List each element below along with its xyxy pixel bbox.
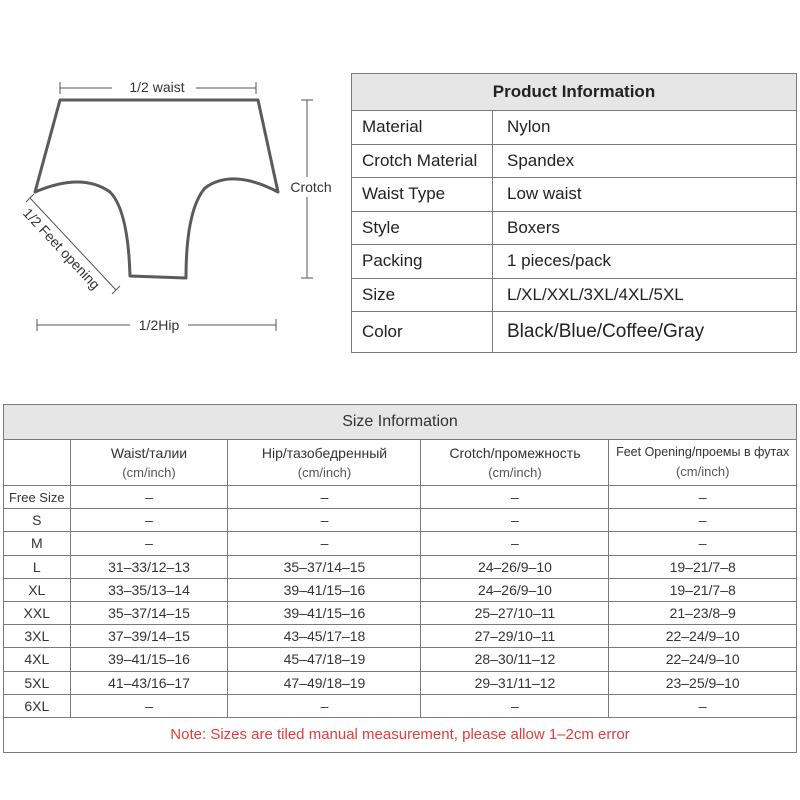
size-cell: –: [609, 532, 797, 555]
product-row: [352, 111, 797, 145]
size-label: 6XL: [4, 694, 71, 717]
size-cell: 22–24/9–10: [609, 648, 797, 671]
size-cell: –: [70, 509, 228, 532]
size-label: XL: [4, 578, 71, 601]
size-label: XXL: [4, 601, 71, 624]
size-label: 5XL: [4, 671, 71, 694]
size-cell: 21–23/8–9: [609, 601, 797, 624]
size-cell: 31–33/12–13: [70, 555, 228, 578]
size-table-body: [4, 486, 797, 718]
size-label: 3XL: [4, 625, 71, 648]
size-cell: 24–26/9–10: [421, 578, 609, 601]
column-header-feet-opening: Feet Opening/проемы в футах (cm/inch): [609, 440, 797, 486]
product-value: Low waist: [493, 178, 797, 212]
size-cell: –: [609, 694, 797, 717]
product-row: [352, 312, 797, 353]
size-cell: –: [70, 532, 228, 555]
product-key: Style: [352, 211, 493, 245]
product-key: Crotch Material: [352, 144, 493, 178]
product-value: Boxers: [493, 211, 797, 245]
size-cell: 47–49/18–19: [228, 671, 421, 694]
size-cell: 19–21/7–8: [609, 578, 797, 601]
product-information-table: [351, 73, 797, 353]
size-cell: 27–29/10–11: [421, 625, 609, 648]
feet-opening-dimension: [26, 194, 120, 294]
table-row: [4, 648, 797, 671]
size-cell: –: [228, 694, 421, 717]
product-key: Packing: [352, 245, 493, 279]
table-row: [4, 671, 797, 694]
size-cell: 39–41/15–16: [228, 601, 421, 624]
size-cell: 37–39/14–15: [70, 625, 228, 648]
size-cell: –: [421, 532, 609, 555]
product-row: [352, 144, 797, 178]
size-header-empty: [4, 440, 71, 486]
size-table-header: [4, 440, 797, 486]
size-cell: –: [421, 509, 609, 532]
size-cell: 35–37/14–15: [70, 601, 228, 624]
table-row: [4, 509, 797, 532]
hip-label: 1/2Hip: [138, 317, 180, 333]
table-row: [4, 625, 797, 648]
size-cell: 23–25/9–10: [609, 671, 797, 694]
column-header-waist: Waist/талии (cm/inch): [70, 440, 228, 486]
product-value: 1 pieces/pack: [493, 245, 797, 279]
size-cell: 43–45/17–18: [228, 625, 421, 648]
table-row: [4, 578, 797, 601]
table-row: [4, 555, 797, 578]
size-cell: 39–41/15–16: [70, 648, 228, 671]
size-cell: –: [70, 486, 228, 509]
column-header-crotch: Crotch/промежность (cm/inch): [421, 440, 609, 486]
crotch-label: Crotch: [290, 179, 332, 195]
size-cell: –: [228, 532, 421, 555]
size-cell: 24–26/9–10: [421, 555, 609, 578]
size-cell: –: [609, 509, 797, 532]
column-header-hip: Hip/тазобедренный (cm/inch): [228, 440, 421, 486]
size-cell: 39–41/15–16: [228, 578, 421, 601]
product-value: Nylon: [493, 111, 797, 145]
size-cell: –: [421, 694, 609, 717]
measurement-note: Note: Sizes are tiled manual measurement, please allow 1–2cm error: [4, 717, 797, 752]
size-cell: –: [228, 486, 421, 509]
feet-opening-label: 1/2 Feet opening: [19, 204, 104, 293]
size-cell: 25–27/10–11: [421, 601, 609, 624]
product-key: Waist Type: [352, 178, 493, 212]
size-cell: 29–31/11–12: [421, 671, 609, 694]
size-label: Free Size: [4, 486, 71, 509]
product-row: [352, 245, 797, 279]
size-cell: 28–30/11–12: [421, 648, 609, 671]
size-cell: 41–43/16–17: [70, 671, 228, 694]
product-value: Spandex: [493, 144, 797, 178]
table-row: [4, 601, 797, 624]
size-label: M: [4, 532, 71, 555]
product-table-title: Product Information: [352, 74, 797, 111]
waist-label: 1/2 waist: [129, 79, 185, 95]
size-information-table: [3, 404, 797, 753]
size-cell: –: [70, 694, 228, 717]
product-row: [352, 178, 797, 212]
size-cell: 35–37/14–15: [228, 555, 421, 578]
size-cell: –: [421, 486, 609, 509]
size-label: L: [4, 555, 71, 578]
product-key: Color: [352, 312, 493, 353]
product-key: Material: [352, 111, 493, 145]
size-cell: 22–24/9–10: [609, 625, 797, 648]
size-cell: 33–35/13–14: [70, 578, 228, 601]
garment-measurement-diagram: [0, 0, 345, 350]
table-row: [4, 532, 797, 555]
product-value: Black/Blue/Coffee/Gray: [493, 312, 797, 353]
table-row: [4, 694, 797, 717]
size-label: 4XL: [4, 648, 71, 671]
product-key: Size: [352, 278, 493, 312]
size-cell: –: [609, 486, 797, 509]
product-row: [352, 211, 797, 245]
size-cell: 19–21/7–8: [609, 555, 797, 578]
size-table-title: Size Information: [4, 405, 797, 440]
product-row: [352, 278, 797, 312]
table-row: [4, 486, 797, 509]
size-cell: –: [228, 509, 421, 532]
product-value: L/XL/XXL/3XL/4XL/5XL: [493, 278, 797, 312]
size-cell: 45–47/18–19: [228, 648, 421, 671]
size-label: S: [4, 509, 71, 532]
